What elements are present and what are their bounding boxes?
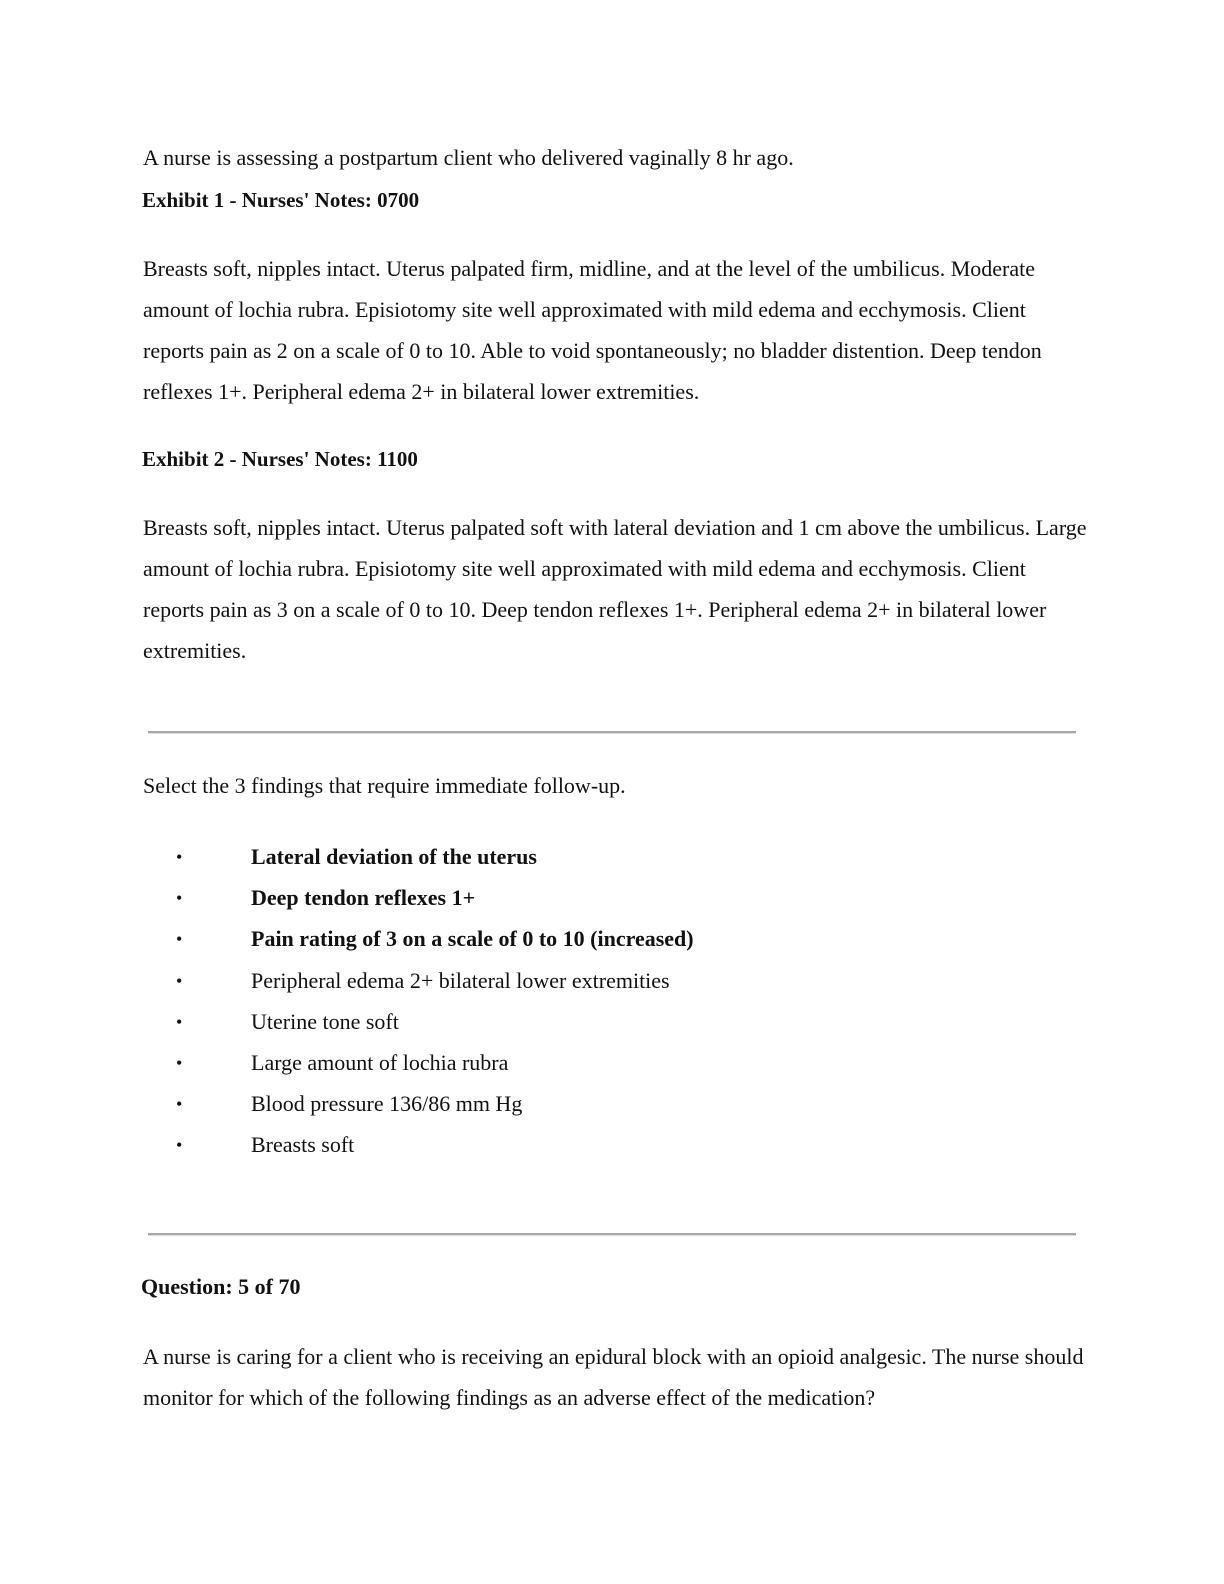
scenario-intro: A nurse is assessing a postpartum client who delivered vaginally 8 hr ago. <box>143 145 794 170</box>
exhibit-1-notes: Breasts soft, nipples intact. Uterus palpated firm, midline, and at the level of the umbilicus. Moderate amount of lochia rubra. Episiotomy site well approximated with mild edema and ecchymosis. Client reports pain as 2 on a scale of 0 to 10. Able to void spontaneously; no bladder distention. Deep tendon reflexes 1+. Peripheral edema 2+ in bilateral lower extremities. <box>143 256 1042 404</box>
bullet-icon: • <box>176 970 183 991</box>
answer-option-text: Large amount of lochia rubra <box>251 1049 509 1075</box>
answer-option-text: Deep tendon reflexes 1+ <box>251 885 476 911</box>
bullet-icon: • <box>176 1094 183 1115</box>
bullet-icon: • <box>176 847 183 867</box>
exhibit-2-notes: Breasts soft, nipples intact. Uterus palpated soft with lateral deviation and 1 cm above the umbilicus. Large amount of lochia rubra. Episiotomy site well approximated with mild edema and ecchymosis. Client reports pain as 3 on a scale of 0 to 10. Deep tendon reflexes 1+. Peripheral edema 2+ in bilateral lower extremities. <box>143 515 1087 663</box>
section-divider <box>148 1233 1076 1236</box>
bullet-icon: • <box>176 1052 183 1073</box>
answer-option-text: Lateral deviation of the uterus <box>251 844 537 869</box>
section-divider <box>148 731 1076 734</box>
bullet-icon: • <box>176 1135 183 1156</box>
answer-option-text: Uterine tone soft <box>251 1008 399 1034</box>
exhibit-2-title: Exhibit 2 - Nurses' Notes: 1100 <box>142 447 418 471</box>
bullet-icon: • <box>176 888 183 909</box>
bullet-icon: • <box>176 1011 183 1032</box>
question-prompt: Select the 3 findings that require immediate follow-up. <box>143 773 626 798</box>
answer-option-text: Peripheral edema 2+ bilateral lower extremities <box>251 967 670 993</box>
exhibit-1-title: Exhibit 1 - Nurses' Notes: 0700 <box>142 188 420 212</box>
answer-option-text: Breasts soft <box>251 1132 355 1158</box>
question-number-label: Question: 5 of 70 <box>141 1274 301 1299</box>
question-text: A nurse is caring for a client who is receiving an epidural block with an opioid analgesic. The nurse should monitor for which of the following findings as an adverse effect of the medication? <box>143 1344 1084 1410</box>
answer-option-text: Blood pressure 136/86 mm Hg <box>251 1091 523 1117</box>
bullet-icon: • <box>176 929 183 950</box>
answer-option-text: Pain rating of 3 on a scale of 0 to 10 (increased) <box>251 926 694 952</box>
